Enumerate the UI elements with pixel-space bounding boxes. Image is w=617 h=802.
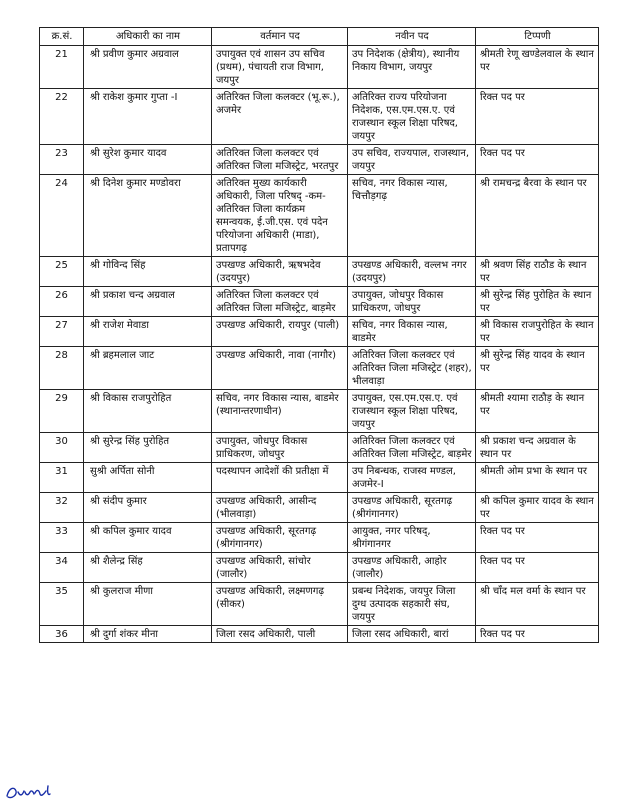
cell-new-post: प्रबन्ध निदेशक, जयपुर जिला दुग्ध उत्पादक सहकारी संघ, जयपुर: [348, 583, 476, 626]
cell-current-post: पदस्थापन आदेशों की प्रतीक्षा में: [212, 463, 348, 493]
cell-sn: 22: [40, 89, 84, 145]
cell-remark: श्रीमती श्यामा राठौड़ के स्थान पर: [476, 390, 599, 433]
cell-current-post: सचिव, नगर विकास न्यास, बाडमेर (स्थानान्तरणाधीन): [212, 390, 348, 433]
cell-new-post: आयुक्त, नगर परिषद्, श्रीगंगानगर: [348, 523, 476, 553]
table-row: [40, 175, 599, 257]
cell-sn: 33: [40, 523, 84, 553]
cell-new-post: उपायुक्त, एस.एम.एस.ए. एवं राजस्थान स्कूल शिक्षा परिषद, जयपुर: [348, 390, 476, 433]
cell-current-post: उपखण्ड अधिकारी, ऋषभदेव (उदयपुर): [212, 257, 348, 287]
cell-remark: रिक्त पद पर: [476, 145, 599, 175]
header-new-post: नवीन पद: [348, 28, 476, 46]
table-row: [40, 287, 599, 317]
cell-officer-name: श्री ब्रहमलाल जाट: [84, 347, 212, 390]
cell-sn: 28: [40, 347, 84, 390]
cell-officer-name: श्री प्रवीण कुमार अग्रवाल: [84, 46, 212, 89]
cell-new-post: अतिरिक्त जिला कलक्टर एवं अतिरिक्त जिला मजिस्ट्रेट (शहर), भीलवाड़ा: [348, 347, 476, 390]
cell-current-post: उपखण्ड अधिकारी, सांचोर (जालौर): [212, 553, 348, 583]
cell-remark: श्री रामचन्द्र बैरवा के स्थान पर: [476, 175, 599, 257]
header-row: [40, 28, 599, 46]
cell-officer-name: श्री सुरेश कुमार यादव: [84, 145, 212, 175]
table-row: [40, 390, 599, 433]
cell-officer-name: श्री राजेश मेवाडा: [84, 317, 212, 347]
cell-sn: 21: [40, 46, 84, 89]
cell-officer-name: श्री कुलराज मीणा: [84, 583, 212, 626]
cell-remark: श्री सुरेन्द्र सिंह यादव के स्थान पर: [476, 347, 599, 390]
header-remark: टिप्पणी: [476, 28, 599, 46]
cell-new-post: उपखण्ड अधिकारी, आहोर (जालौर): [348, 553, 476, 583]
cell-remark: रिक्त पद पर: [476, 626, 599, 643]
cell-current-post: उपायुक्त, जोधपुर विकास प्राधिकरण, जोधपुर: [212, 433, 348, 463]
header-sn: क्र.सं.: [40, 28, 84, 46]
transfer-table: [39, 27, 599, 643]
cell-officer-name: श्री प्रकाश चन्द अग्रवाल: [84, 287, 212, 317]
cell-remark: रिक्त पद पर: [476, 523, 599, 553]
table-row: [40, 463, 599, 493]
cell-remark: रिक्त पद पर: [476, 553, 599, 583]
cell-sn: 24: [40, 175, 84, 257]
cell-sn: 35: [40, 583, 84, 626]
cell-current-post: उपखण्ड अधिकारी, सूरतगढ़ (श्रीगंगानगर): [212, 523, 348, 553]
cell-remark: श्री सुरेन्द्र सिंह पुरोहित के स्थान पर: [476, 287, 599, 317]
cell-new-post: सचिव, नगर विकास न्यास, चित्तौड़गढ़: [348, 175, 476, 257]
table-row: [40, 583, 599, 626]
table-row: [40, 46, 599, 89]
signature: [4, 782, 94, 802]
header-current-post: वर्तमान पद: [212, 28, 348, 46]
cell-sn: 32: [40, 493, 84, 523]
cell-officer-name: श्री शैलेन्द्र सिंह: [84, 553, 212, 583]
table-body: [40, 46, 599, 643]
cell-current-post: उपखण्ड अधिकारी, लक्ष्मणगढ़ (सीकर): [212, 583, 348, 626]
table-row: [40, 626, 599, 643]
cell-current-post: उपखण्ड अधिकारी, रायपुर (पाली): [212, 317, 348, 347]
cell-sn: 30: [40, 433, 84, 463]
cell-current-post: उपखण्ड अधिकारी, आसीन्द (भीलवाड़ा): [212, 493, 348, 523]
table-row: [40, 493, 599, 523]
cell-current-post: अतिरिक्त जिला कलक्टर (भू.रू.), अजमेर: [212, 89, 348, 145]
cell-sn: 25: [40, 257, 84, 287]
table-row: [40, 347, 599, 390]
cell-sn: 34: [40, 553, 84, 583]
header-name: अधिकारी का नाम: [84, 28, 212, 46]
cell-current-post: अतिरिक्त जिला कलक्टर एवं अतिरिक्त जिला मजिस्ट्रेट, भरतपुर: [212, 145, 348, 175]
cell-officer-name: श्री विकास राजपुरोहित: [84, 390, 212, 433]
cell-officer-name: श्री संदीप कुमार: [84, 493, 212, 523]
cell-sn: 36: [40, 626, 84, 643]
cell-remark: श्री श्रवण सिंह राठौड के स्थान पर: [476, 257, 599, 287]
cell-new-post: उप निदेशक (क्षेत्रीय), स्थानीय निकाय विभाग, जयपुर: [348, 46, 476, 89]
cell-sn: 31: [40, 463, 84, 493]
table-row: [40, 145, 599, 175]
table-row: [40, 89, 599, 145]
cell-officer-name: श्री दुर्गा शंकर मीना: [84, 626, 212, 643]
cell-new-post: उपखण्ड अधिकारी, सूरतगढ़ (श्रीगंगानगर): [348, 493, 476, 523]
table-row: [40, 317, 599, 347]
table-row: [40, 523, 599, 553]
cell-sn: 26: [40, 287, 84, 317]
cell-current-post: अतिरिक्त मुख्य कार्यकारी अधिकारी, जिला परिषद् -कम- अतिरिक्त जिला कार्यक्रम समन्वयक, ई.जी.एस. एवं पदेन परियोजना अधिकारी (माडा), प्रतापगढ़: [212, 175, 348, 257]
cell-current-post: उपखण्ड अधिकारी, नावा (नागौर): [212, 347, 348, 390]
cell-new-post: अतिरिक्त जिला कलक्टर एवं अतिरिक्त जिला मजिस्ट्रेट, बाड़मेर: [348, 433, 476, 463]
cell-remark: श्रीमती रेणू खण्डेलवाल के स्थान पर: [476, 46, 599, 89]
cell-current-post: जिला रसद अधिकारी, पाली: [212, 626, 348, 643]
cell-officer-name: श्री सुरेन्द्र सिंह पुरोहित: [84, 433, 212, 463]
cell-remark: श्री विकास राजपुरोहित के स्थान पर: [476, 317, 599, 347]
cell-remark: श्री चाँद मल वर्मा के स्थान पर: [476, 583, 599, 626]
table-row: [40, 257, 599, 287]
cell-officer-name: श्री राकेश कुमार गुप्ता -I: [84, 89, 212, 145]
cell-new-post: अतिरिक्त राज्य परियोजना निदेशक, एस.एम.एस.ए. एवं राजस्थान स्कूल शिक्षा परिषद, जयपुर: [348, 89, 476, 145]
cell-current-post: अतिरिक्त जिला कलक्टर एवं अतिरिक्त जिला मजिस्ट्रेट, बाड़मेर: [212, 287, 348, 317]
cell-new-post: उप निबन्धक, राजस्व मण्डल, अजमेर-I: [348, 463, 476, 493]
cell-new-post: उपखण्ड अधिकारी, वल्लभ नगर (उदयपुर): [348, 257, 476, 287]
cell-new-post: उप सचिव, राज्यपाल, राजस्थान, जयपुर: [348, 145, 476, 175]
table-row: [40, 553, 599, 583]
cell-officer-name: श्री कपिल कुमार यादव: [84, 523, 212, 553]
cell-current-post: उपायुक्त एवं शासन उप सचिव (प्रथम), पंचायती राज विभाग, जयपुर: [212, 46, 348, 89]
cell-remark: श्रीमती ओम प्रभा के स्थान पर: [476, 463, 599, 493]
cell-sn: 23: [40, 145, 84, 175]
cell-new-post: सचिव, नगर विकास न्यास, बाडमेर: [348, 317, 476, 347]
cell-remark: रिक्त पद पर: [476, 89, 599, 145]
cell-officer-name: श्री दिनेश कुमार मण्डोवरा: [84, 175, 212, 257]
cell-officer-name: सुश्री अर्पिता सोनी: [84, 463, 212, 493]
table-row: [40, 433, 599, 463]
cell-new-post: जिला रसद अधिकारी, बारां: [348, 626, 476, 643]
cell-sn: 27: [40, 317, 84, 347]
cell-officer-name: श्री गोविन्द सिंह: [84, 257, 212, 287]
cell-remark: श्री प्रकाश चन्द अग्रवाल के स्थान पर: [476, 433, 599, 463]
cell-sn: 29: [40, 390, 84, 433]
cell-remark: श्री कपिल कुमार यादव के स्थान पर: [476, 493, 599, 523]
cell-new-post: उपायुक्त, जोधपुर विकास प्राधिकरण, जोधपुर: [348, 287, 476, 317]
